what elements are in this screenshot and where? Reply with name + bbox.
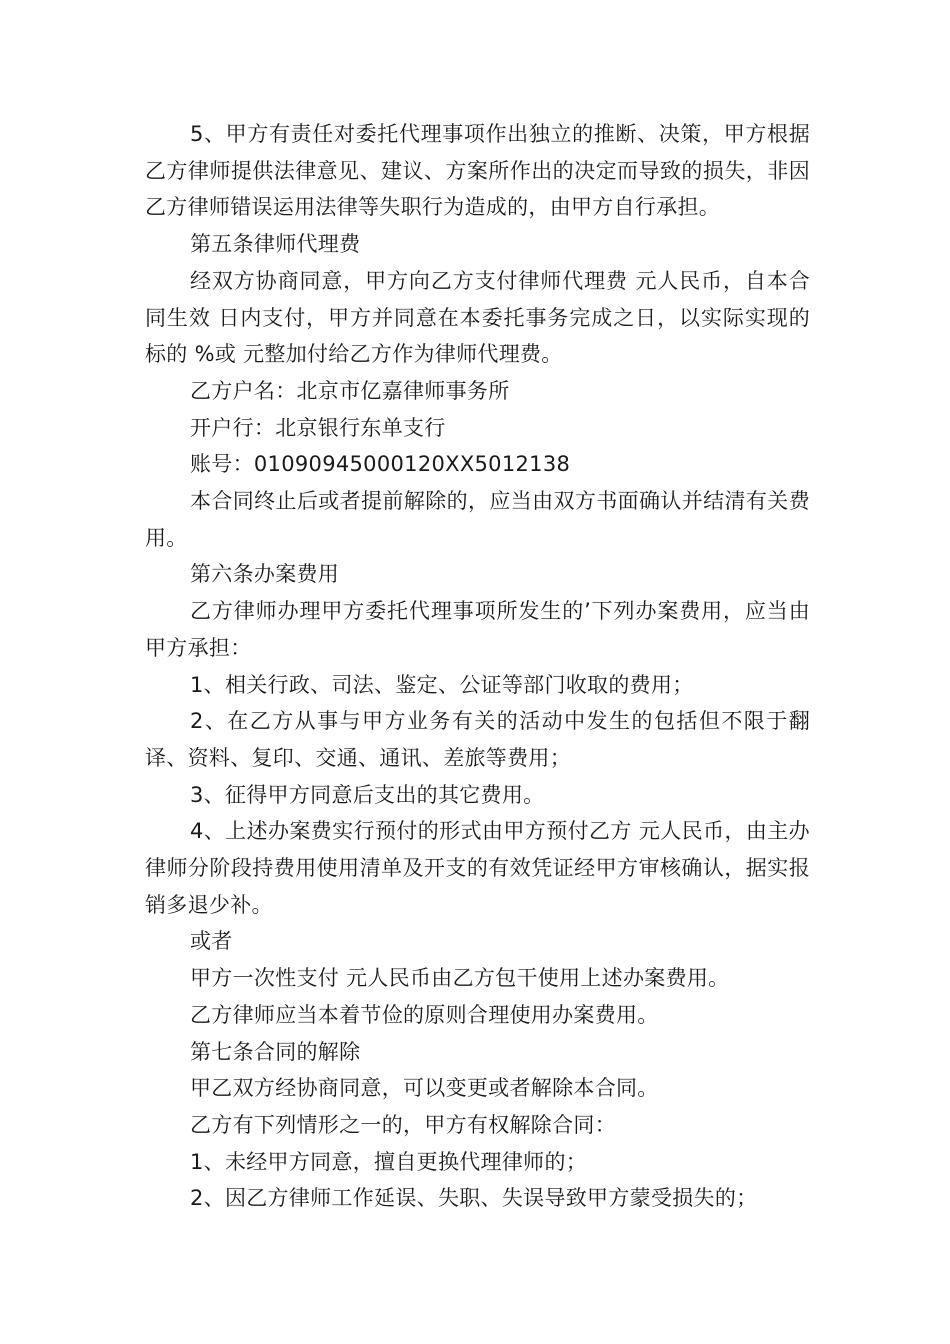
termination-item-2: 2、因乙方律师工作延误、失职、失误导致甲方蒙受损失的； (190, 1186, 758, 1211)
expense-item-3: 3、征得甲方同意后支出的其它费用。 (190, 782, 545, 807)
termination-item-1: 1、未经甲方同意，擅自更换代理律师的； (190, 1149, 588, 1174)
clause-5-liability: 5、甲方有责任对委托代理事项作出独立的推断、决策，甲方根据乙方律师提供法律意见、建议、方案所作出的决定而导致的损失，非因乙方律师错误运用法律等失职行为造成的，由甲方自行承担。 (145, 122, 810, 220)
bank-name: 开户行：北京银行东单支行 (190, 415, 446, 440)
lump-sum-paragraph: 甲方一次性支付 元人民币由乙方包干使用上述办案费用。 (190, 966, 730, 991)
settlement-paragraph: 本合同终止后或者提前解除的，应当由双方书面确认并结清有关费用。 (145, 489, 810, 550)
expense-item-1: 1、相关行政、司法、鉴定、公证等部门收取的费用； (190, 672, 694, 697)
expense-item-4: 4、上述办案费实行预付的形式由甲方预付乙方 元人民币，由主办律师分阶段持费用使用清单及开支的有效凭证经甲方审核确认，据实报销多退少补。 (145, 819, 810, 917)
fee-paragraph: 经双方协商同意，甲方向乙方支付律师代理费 元人民币，自本合同生效 日内支付，甲方并同意在本委托事务完成之日，以实际实现的标的 %或 元整加付给乙方作为律师代理费。 (145, 268, 810, 367)
article-7-heading: 第七条合同的解除 (190, 1039, 361, 1064)
account-name: 乙方户名：北京市亿嘉律师事务所 (190, 378, 510, 403)
alternative-or: 或者 (190, 929, 233, 954)
termination-agreement: 甲乙双方经协商同意，可以变更或者解除本合同。 (190, 1076, 659, 1101)
article-5-heading: 第五条律师代理费 (190, 232, 361, 257)
document-body (145, 116, 810, 1217)
article-6-heading: 第六条办案费用 (190, 562, 340, 587)
expense-item-2: 2、在乙方从事与甲方业务有关的活动中发生的包括但不限于翻译、资料、复印、交通、通讯、差旅等费用； (145, 709, 810, 770)
termination-conditions-intro: 乙方有下列情形之一的，甲方有权解除合同： (190, 1112, 616, 1137)
expenses-intro: 乙方律师办理甲方委托代理事项所发生的’下列办案费用，应当由甲方承担： (145, 599, 810, 660)
account-number: 账号：01090945000120XX5012138 (190, 452, 571, 477)
frugality-paragraph: 乙方律师应当本着节俭的原则合理使用办案费用。 (190, 1002, 659, 1027)
